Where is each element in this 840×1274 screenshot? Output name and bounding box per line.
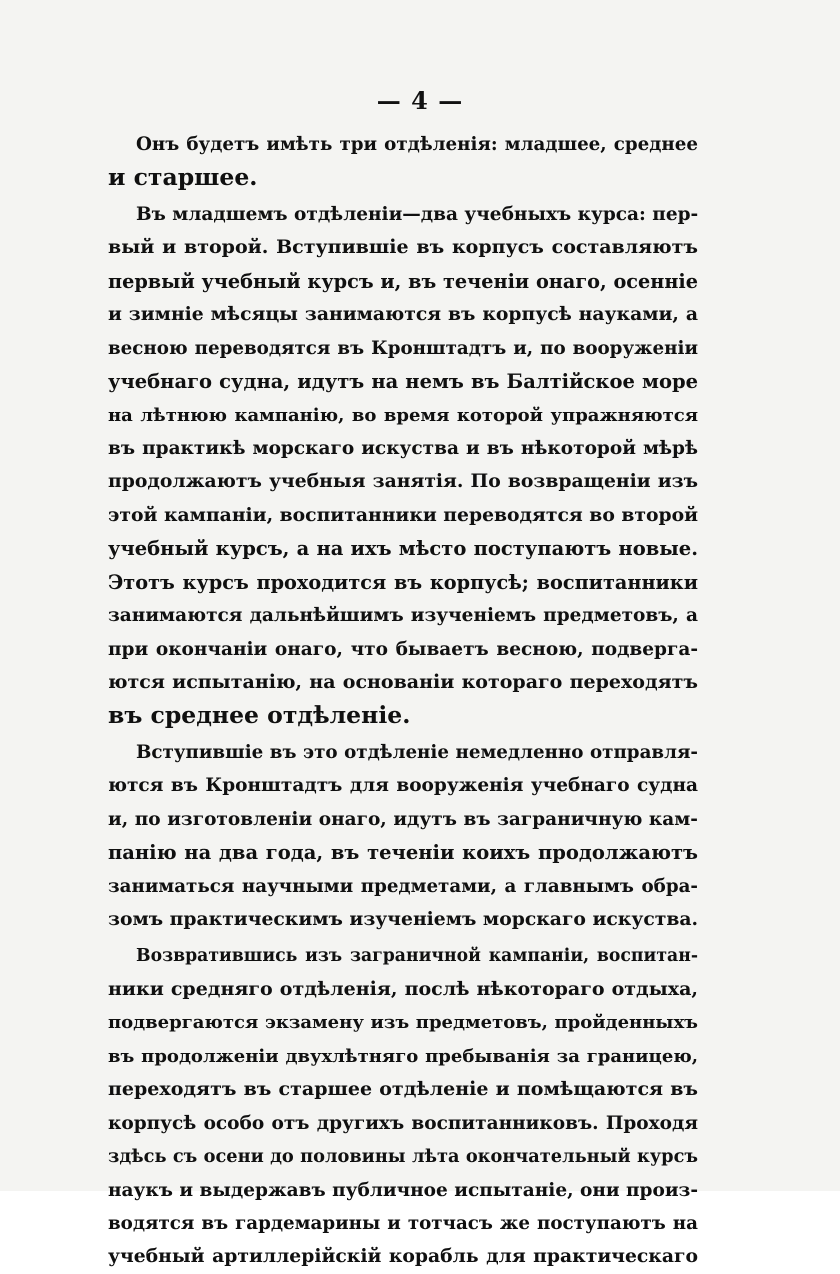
paragraph (108, 736, 698, 937)
text-line: въ практикѣ морскаго искуства и въ нѣкоторой мѣрѣ (108, 437, 698, 459)
text-line: Онъ будетъ имѣть три отдѣленія: младшее, среднее (136, 134, 698, 155)
text-line: переходятъ въ старшее отдѣленіе и помѣщаются въ (108, 1078, 698, 1101)
page-number: — 4 — (376, 86, 464, 115)
text-line: и старшее. (108, 163, 258, 192)
text-line: ники средняго отдѣленія, послѣ нѣкотораго отдыха, (108, 977, 698, 1000)
text-line: заниматься научными предметами, а главнымъ обра- (108, 875, 698, 897)
text-line: водятся въ гардемарины и тотчасъ же поступаютъ на (108, 1213, 698, 1234)
text-line: подвергаются экзамену изъ предметовъ, пройденныхъ (108, 1012, 698, 1034)
text-line: и, по изготовленіи онаго, идутъ въ заграничную кам- (108, 808, 698, 830)
text-line: наукъ и выдержавъ публичное испытаніе, они произ- (108, 1179, 699, 1201)
text-line: этой кампаніи, воспитанники переводятся во второй (108, 503, 699, 526)
text-line: въ продолженіи двухлѣтняго пребыванія за границею, (108, 1045, 698, 1067)
text-line: корпусѣ особо отъ другихъ воспитанниковъ. Проходя (108, 1112, 698, 1134)
text-line: ются въ Кронштадтъ для вооруженія учебнаго судна (108, 775, 698, 797)
text-line: весною переводятся въ Кронштадтъ и, по вооруженіи (108, 337, 698, 359)
text-line: вый и второй. Вступившіе въ корпусъ составляютъ (108, 236, 698, 259)
text-line: Этотъ курсъ проходится въ корпусѣ; воспитанники (108, 570, 698, 594)
text-line: въ среднее отдѣленіе. (108, 701, 411, 730)
text-line: панію на два года, въ теченіи коихъ продолжаютъ (108, 841, 698, 865)
text-line: при окончаніи онаго, что бываетъ весною, подверга- (108, 638, 698, 660)
text-line: на лѣтнюю кампанію, во время которой упражняются (108, 404, 698, 426)
text-line: первый учебный курсъ и, въ теченіи онаго, осенніе (108, 269, 698, 293)
text-line: продолжаютъ учебныя занятія. По возвращеніи изъ (108, 470, 698, 493)
text-line: занимаются дальнѣйшимъ изученіемъ предметовъ, а (108, 605, 698, 627)
text-line: Вступившіе въ это отдѣленіе немедленно отправля- (136, 741, 698, 763)
body-text (108, 128, 698, 1274)
text-line: и зимніе мѣсяцы занимаются въ корпусѣ науками, а (108, 303, 698, 326)
paragraph (108, 128, 698, 195)
text-line: учебнаго судна, идутъ на немъ въ Балтійское море (108, 370, 698, 394)
text-line: ются испытанію, на основаніи котораго переходятъ (108, 671, 698, 693)
text-line: Возвратившись изъ заграничной кампаніи, воспитан- (136, 945, 698, 966)
text-line: зомъ практическимъ изученіемъ морскаго искуства. (108, 908, 699, 931)
text-line: Въ младшемъ отдѣленіи—два учебныхъ курса: пер- (136, 203, 699, 225)
text-line: здѣсь съ осени до половины лѣта окончательный курсъ (108, 1146, 698, 1168)
paragraph (108, 198, 698, 733)
text-line: учебный артиллерійскій корабль для практическаго (108, 1245, 698, 1268)
text-line: учебный курсъ, а на ихъ мѣсто поступаютъ новые. (108, 537, 698, 561)
paragraph (108, 940, 698, 1274)
